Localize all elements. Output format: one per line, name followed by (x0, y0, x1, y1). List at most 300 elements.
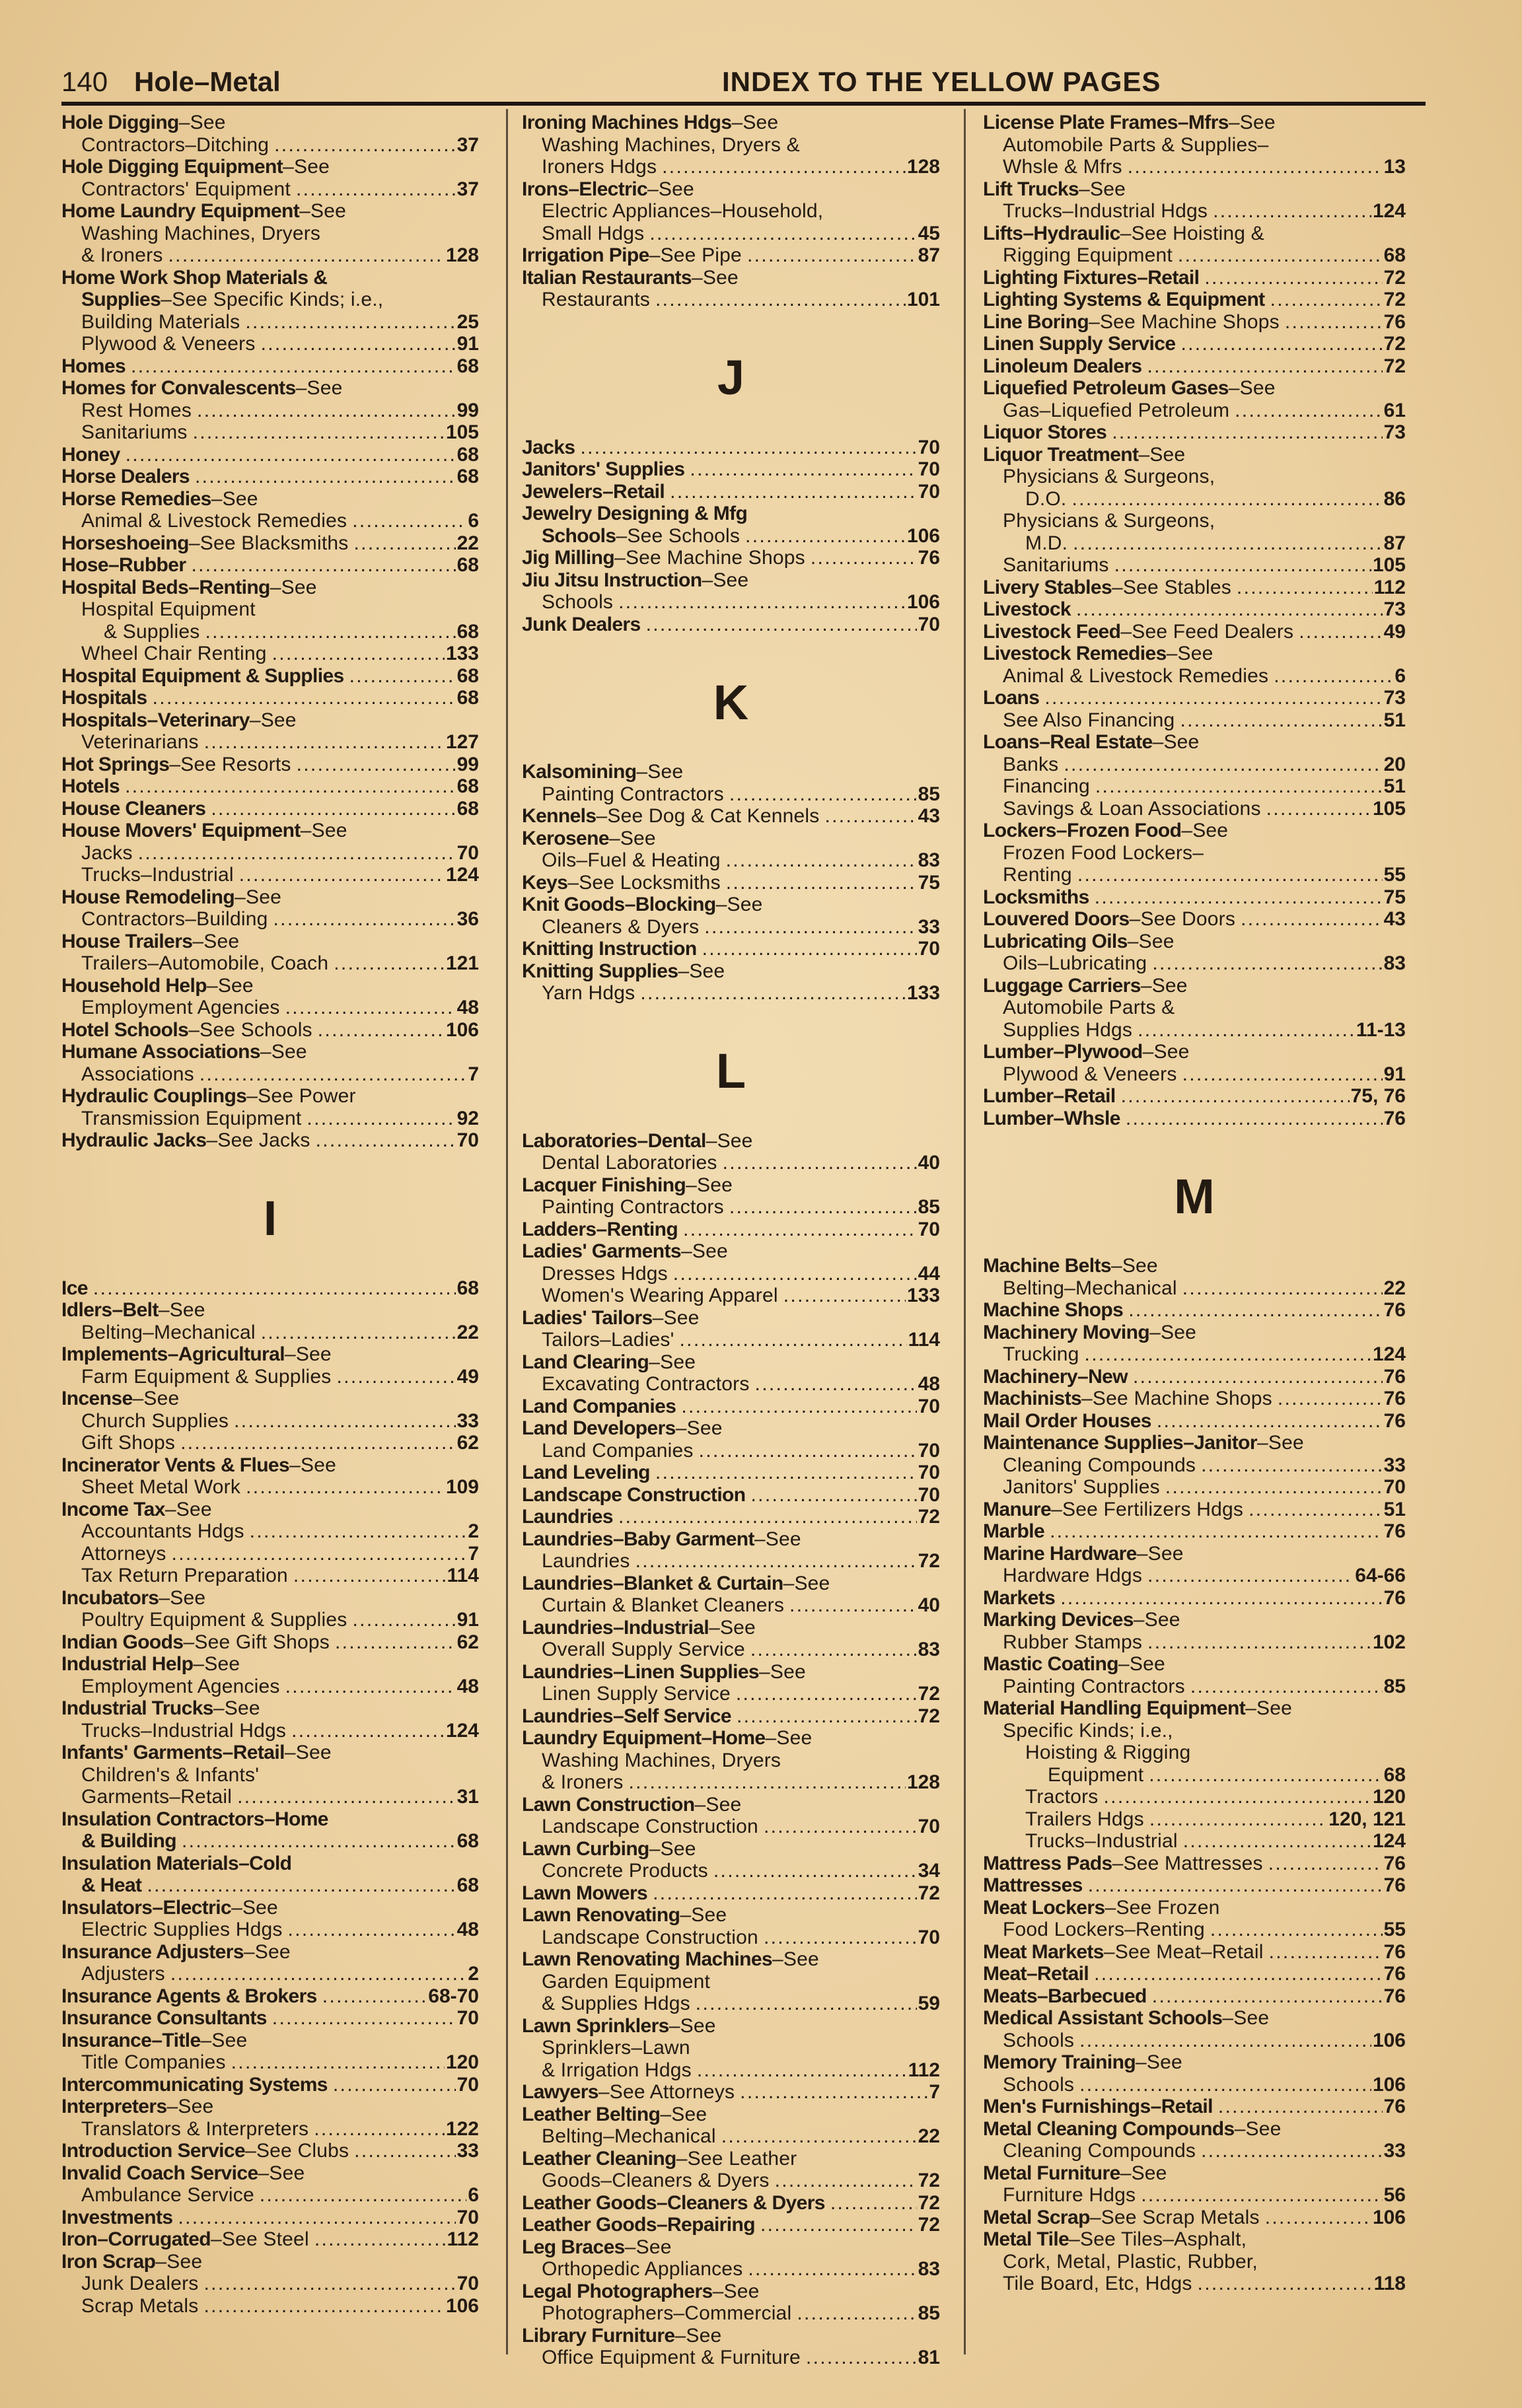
page-reference: 75, 76 (1350, 1085, 1406, 1107)
dot-leader (274, 134, 456, 157)
index-entry (61, 754, 479, 776)
index-subentry (61, 1609, 479, 1631)
index-entry (61, 1941, 479, 1964)
index-subentry (522, 1263, 940, 1285)
index-entry (61, 1343, 479, 1366)
index-subentry (61, 1720, 479, 1742)
entry-reference: –See (759, 1660, 806, 1683)
entry-heading: Introduction Service (61, 2140, 246, 2162)
index-subentry (61, 1565, 479, 1587)
dot-leader (747, 244, 917, 267)
entry-heading: Horse Dealers (61, 466, 190, 487)
entry-reference: Rest Homes (81, 399, 192, 421)
dot-leader (1077, 864, 1383, 886)
dot-leader (1076, 598, 1383, 621)
entry-reference: –See (702, 569, 749, 591)
dot-leader (1201, 2140, 1383, 2162)
dot-leader (178, 2207, 455, 2229)
entry-heading: Machine Shops (983, 1299, 1124, 1321)
page-reference: 76 (1383, 1985, 1406, 2007)
dot-leader (580, 437, 916, 459)
entry-heading: Ladies' Tailors (522, 1306, 653, 1329)
entry-reference: –See (772, 1948, 819, 1970)
index-subentry (522, 1285, 940, 1307)
page-reference: 72 (918, 2170, 940, 2191)
dot-leader (297, 754, 456, 776)
index-subentry (522, 1971, 940, 1993)
dot-leader (755, 1373, 917, 1396)
entry-reference: Automobile Parts & Supplies– (1003, 133, 1269, 156)
index-subentry (61, 997, 479, 1019)
dot-leader (353, 532, 455, 555)
dot-leader (333, 2074, 456, 2096)
entry-reference: Poultry Equipment & Supplies (81, 1609, 347, 1631)
page-reference: 120 (1372, 1786, 1406, 1808)
index-entry (522, 503, 940, 525)
index-entry (983, 289, 1406, 311)
entry-reference: –See Machine Shops (1089, 310, 1280, 333)
entry-reference: Savings & Loan Associations (1003, 797, 1261, 820)
entry-reference: Plywood & Veneers (1003, 1063, 1177, 1085)
page-reference: 70 (456, 2073, 479, 2096)
index-subentry (522, 1771, 940, 1794)
dot-leader (806, 2347, 917, 2369)
index-entry (522, 1506, 940, 1528)
dot-leader (131, 355, 456, 378)
index-subentry (983, 952, 1406, 975)
entry-heading: Lawn Sprinklers (522, 2014, 669, 2037)
entry-heading: Insurance Adjusters (61, 1940, 244, 1963)
index-subentry (61, 1764, 479, 1787)
entry-reference: Orthopedic Appliances (542, 2258, 743, 2280)
entry-reference: Sheet Metal Work (81, 1476, 241, 1498)
index-subentry (983, 2184, 1406, 2207)
page-reference: 48 (918, 1373, 940, 1395)
dot-leader (352, 510, 466, 532)
page-reference: 68 (456, 466, 479, 487)
entry-reference: Adjusters (81, 1963, 165, 1985)
entry-reference: –See (249, 709, 297, 731)
page-reference: 22 (456, 1321, 479, 1343)
entry-heading: Machinists (983, 1388, 1082, 1409)
index-entry (61, 1897, 479, 1919)
index-entry (983, 577, 1406, 599)
index-entry (983, 2051, 1406, 2074)
page-reference: 105 (1372, 797, 1406, 820)
page-reference: 72 (918, 1506, 940, 1528)
index-subentry (983, 1631, 1406, 1654)
index-entry (522, 267, 940, 289)
dot-leader (314, 2228, 446, 2251)
index-entry (983, 112, 1406, 134)
index-subentry (522, 1196, 940, 1219)
entry-reference: Electric Supplies Hdgs (81, 1919, 283, 1940)
entry-reference: Painting Contractors (542, 1196, 724, 1218)
entry-reference: Dresses Hdgs (542, 1262, 668, 1285)
index-entry (61, 1085, 479, 1108)
index-entry (983, 377, 1406, 400)
page-reference: 106 (1372, 2206, 1406, 2228)
dot-leader (640, 982, 906, 1005)
entry-heading: House Movers' Equipment (61, 820, 301, 841)
entry-reference: –See Locksmiths (567, 871, 721, 894)
entry-heading: Luggage Carriers (983, 974, 1141, 997)
dot-leader (797, 2302, 916, 2325)
page-reference: 87 (1383, 532, 1406, 554)
index-entry (522, 872, 940, 894)
index-subentry (61, 1676, 479, 1698)
index-entry (61, 377, 479, 400)
entry-reference: –See (1166, 643, 1214, 664)
dot-leader (1138, 1019, 1355, 1042)
dot-leader (655, 1462, 917, 1484)
page-reference: 76 (1383, 1409, 1406, 1432)
page-reference: 31 (456, 1786, 479, 1808)
entry-heading: Hydraulic Couplings (61, 1085, 247, 1107)
entry-heading: Horseshoeing (61, 532, 189, 554)
entry-heading: Laundries–Baby Garment (522, 1528, 754, 1550)
dot-leader (726, 849, 917, 872)
index-entry (522, 1528, 940, 1551)
dot-leader (293, 1565, 446, 1587)
dot-leader (1128, 156, 1383, 178)
page-reference: 70 (918, 1926, 940, 1948)
letter-heading: K (713, 674, 749, 730)
dot-leader (237, 1786, 456, 1808)
dot-leader (1182, 1063, 1383, 1086)
index-subentry (983, 532, 1406, 555)
index-entry (61, 2096, 479, 2118)
entry-heading: Iron–Corrugated (61, 2228, 211, 2250)
dot-leader (1104, 1786, 1371, 1808)
entry-reference: Tile Board, Etc, Hdgs (1003, 2273, 1192, 2294)
page-reference: 68 (456, 1874, 479, 1896)
entry-reference: Electric Appliances–Household, (542, 200, 824, 222)
index-entry (983, 886, 1406, 909)
dot-leader (751, 1484, 917, 1506)
index-subentry (61, 311, 479, 334)
page-reference: 40 (918, 1152, 940, 1174)
index-subentry (522, 1152, 940, 1174)
entry-reference: & Ironers (81, 244, 163, 266)
page-reference: 105 (1372, 554, 1406, 576)
index-entry (61, 687, 479, 709)
dot-leader (1114, 554, 1371, 577)
entry-heading: Machinery–New (983, 1365, 1128, 1388)
entry-heading: Intercommunicating Systems (61, 2073, 328, 2096)
entry-reference: –See (260, 1041, 307, 1063)
entry-heading: Mail Order Houses (983, 1409, 1151, 1432)
page-reference: 99 (456, 399, 479, 421)
entry-heading: Meat Lockers (983, 1896, 1105, 1919)
index-entry (522, 1417, 940, 1440)
entry-reference: Employment Agencies (81, 997, 280, 1018)
entry-heading: Medical Assistant Schools (983, 2007, 1223, 2029)
index-entry (522, 2015, 940, 2037)
page-reference: 70 (918, 436, 940, 458)
entry-reference: Banks (1003, 753, 1059, 775)
page-reference: 124 (1372, 200, 1406, 222)
index-subentry (983, 488, 1406, 511)
entry-reference: Garden Equipment (542, 1970, 711, 1993)
index-entry (983, 1520, 1406, 1543)
dot-leader (1249, 1499, 1383, 1521)
entry-reference: Gift Shops (81, 1432, 176, 1454)
dot-leader (1094, 1963, 1382, 1985)
dot-leader (680, 1329, 907, 1351)
entry-reference: –See Resorts (169, 753, 291, 775)
index-subentry (983, 2140, 1406, 2162)
page-reference: 72 (1383, 333, 1406, 355)
entry-heading: Liquor Treatment (983, 443, 1139, 466)
entry-reference: –See Leather (676, 2147, 797, 2170)
entry-reference: –See (1228, 112, 1276, 133)
index-entry (983, 621, 1406, 643)
index-subentry (522, 1550, 940, 1573)
entry-heading: Meat Markets (983, 1940, 1104, 1963)
entry-heading: Hospital Equipment & Supplies (61, 664, 344, 687)
index-subentry (983, 156, 1406, 178)
entry-heading: Linen Supply Service (983, 333, 1176, 355)
entry-heading: Land Clearing (522, 1351, 649, 1373)
page-reference: 76 (1383, 310, 1406, 333)
page-header (61, 65, 1426, 106)
page-reference: 72 (1383, 289, 1406, 310)
dot-leader (748, 2258, 916, 2281)
entry-reference: –See (783, 1572, 830, 1594)
entry-reference: Trailers Hdgs (1025, 1808, 1144, 1830)
entry-heading: Insurance Consultants (61, 2007, 267, 2029)
page-reference: 91 (1383, 1063, 1406, 1085)
entry-reference: Goods–Cleaners & Dyers (542, 2170, 770, 2191)
index-subentry (61, 1476, 479, 1499)
entry-heading: Supplies (81, 289, 161, 310)
dot-leader (1210, 1919, 1383, 1941)
dot-leader (1269, 1941, 1383, 1964)
index-entry (61, 1853, 479, 1875)
dot-leader (764, 1816, 917, 1838)
index-subentry (983, 1476, 1406, 1499)
entry-heading: Honey (61, 443, 120, 466)
page-reference: 118 (1373, 2273, 1406, 2294)
entry-reference: Belting–Mechanical (1003, 1277, 1177, 1299)
page-reference: 76 (1383, 1388, 1406, 1409)
dot-leader (760, 2214, 917, 2236)
page-reference: 76 (1383, 1365, 1406, 1388)
entry-reference: Garments–Retail (81, 1786, 233, 1808)
dot-leader (646, 614, 917, 636)
entry-reference: –See Mattresses (1112, 1852, 1263, 1874)
entry-heading: Hospitals–Veterinary (61, 709, 250, 731)
index-entry (61, 554, 479, 577)
page-reference: 76 (1383, 1299, 1406, 1321)
dot-leader (764, 1927, 917, 1949)
index-entry (61, 1454, 479, 1477)
entry-reference: –See (206, 974, 254, 997)
dot-leader (1085, 1343, 1371, 1366)
entry-reference: –See (258, 2162, 305, 2184)
page-reference: 22 (1383, 1277, 1406, 1299)
entry-reference: –See (1245, 1697, 1293, 1719)
page-reference: 91 (456, 333, 479, 355)
index-entry (61, 444, 479, 466)
page-reference: 68 (456, 355, 479, 377)
index-entry (61, 1631, 479, 1654)
dot-leader (197, 400, 456, 422)
entry-heading: Hole Digging (61, 112, 179, 133)
dot-leader (618, 1506, 917, 1528)
entry-heading: Lockers–Frozen Food (983, 820, 1182, 841)
index-subentry (522, 1594, 940, 1617)
dot-leader (1213, 200, 1371, 223)
page-reference: 33 (456, 2140, 479, 2162)
index-subentry (983, 1454, 1406, 1477)
index-subentry (61, 2051, 479, 2074)
entry-heading: Laundry Equipment–Home (522, 1727, 766, 1749)
index-entry (522, 1484, 940, 1506)
entry-reference: –See (159, 1586, 206, 1609)
index-subentry (61, 842, 479, 865)
dot-leader (147, 1874, 455, 1897)
index-subentry (983, 1764, 1406, 1787)
page-title: INDEX TO THE YELLOW PAGES (722, 66, 1161, 97)
index-subentry (61, 421, 479, 444)
index-subentry (61, 2118, 479, 2141)
index-subentry (61, 1108, 479, 1130)
page-reference: 43 (1383, 908, 1406, 930)
entry-reference: & Ironers (542, 1771, 624, 1793)
dot-leader (291, 1720, 445, 1742)
index-entry (522, 569, 940, 592)
entry-reference: –See (295, 377, 343, 399)
entry-reference: –See (1133, 1609, 1180, 1631)
index-entry (983, 1388, 1406, 1410)
index-subentry (983, 1565, 1406, 1587)
entry-reference: –See (652, 1306, 700, 1329)
entry-heading: Livestock Remedies (983, 643, 1167, 664)
entry-heading: Lifts–Hydraulic (983, 222, 1120, 244)
entry-heading: Livery Stables (983, 576, 1112, 598)
index-subentry (983, 1720, 1406, 1742)
entry-reference: –See (1138, 443, 1186, 466)
index-subentry (983, 1919, 1406, 1941)
dot-leader (704, 916, 916, 938)
entry-heading: Home Laundry Equipment (61, 200, 300, 222)
entry-reference: Photographers–Commercial (542, 2302, 792, 2324)
dot-leader (1121, 1085, 1350, 1108)
index-subentry (61, 510, 479, 532)
entry-heading: Livestock Feed (983, 620, 1121, 643)
dot-leader (1088, 1874, 1383, 1897)
page-reference: 70 (918, 480, 940, 503)
index-subentry (983, 200, 1406, 223)
page-reference: 20 (1383, 753, 1406, 775)
page-reference: 72 (918, 1705, 940, 1727)
entry-heading: Maintenance Supplies–Janitor (983, 1432, 1257, 1454)
index-entry (983, 267, 1406, 289)
dot-leader (316, 1129, 456, 1152)
entry-reference: Curtain & Blanket Cleaners (542, 1594, 785, 1616)
dot-leader (1147, 355, 1382, 378)
index-subentry (983, 864, 1406, 886)
page-reference: 70 (456, 2007, 479, 2029)
entry-heading: Land Companies (522, 1395, 676, 1417)
dot-leader (246, 1476, 445, 1499)
entry-reference: Belting–Mechanical (81, 1321, 256, 1343)
page-reference: 106 (906, 591, 940, 613)
entry-reference: Church Supplies (81, 1409, 229, 1432)
entry-reference: –See (636, 761, 684, 783)
index-subentry (522, 1639, 940, 1661)
index-entry (61, 1808, 479, 1831)
entry-heading: Linoleum Dealers (983, 355, 1142, 377)
dot-leader (681, 1396, 916, 1418)
dot-leader (1270, 289, 1383, 311)
page-reference: 85 (1383, 1675, 1406, 1697)
entry-reference: –See (675, 1417, 723, 1439)
entry-heading: Investments (61, 2206, 173, 2228)
dot-leader (1147, 1565, 1354, 1587)
entry-reference: Land Companies (542, 1439, 694, 1462)
dot-leader (138, 842, 456, 865)
page-reference: 7 (468, 1542, 479, 1565)
dot-leader (334, 952, 445, 975)
entry-reference: –See Schools (188, 1018, 312, 1041)
page-reference: 70 (456, 2206, 479, 2228)
page-reference: 70 (1383, 1476, 1406, 1498)
entry-heading: Laundries–Industrial (522, 1616, 709, 1639)
page-reference: 33 (1383, 1454, 1406, 1476)
page-reference: 133 (445, 643, 479, 664)
entry-heading: Lawn Renovating Machines (522, 1948, 772, 1970)
page-reference: 120, 121 (1328, 1808, 1406, 1830)
entry-reference: –See Attorneys (598, 2081, 735, 2103)
entry-heading: Hospital Beds–Renting (61, 576, 270, 598)
entry-heading: Humane Associations (61, 1041, 260, 1063)
dot-leader (736, 1683, 917, 1705)
page-reference: 59 (918, 1993, 940, 2014)
index-subentry (522, 2347, 940, 2369)
entry-heading: Metal Scrap (983, 2206, 1090, 2228)
entry-heading: Mastic Coating (983, 1653, 1118, 1675)
entry-heading: Locksmiths (983, 886, 1089, 908)
dot-leader (1095, 886, 1383, 909)
page-reference: 64-66 (1355, 1565, 1406, 1586)
index-entry (983, 1874, 1406, 1897)
entry-reference: & Supplies Hdgs (542, 1993, 690, 2014)
dot-leader (1152, 952, 1382, 975)
entry-heading: Insurance–Title (61, 2029, 201, 2051)
index-subentry (61, 864, 479, 886)
dot-leader (662, 156, 906, 178)
dot-leader (261, 1322, 456, 1344)
index-subentry (522, 1329, 940, 1351)
entry-heading: Material Handling Equipment (983, 1697, 1246, 1719)
page-reference: 76 (1383, 1940, 1406, 1963)
entry-reference: –See (200, 2029, 248, 2051)
entry-reference: Sanitariums (1003, 554, 1109, 576)
index-entry (983, 1299, 1406, 1322)
index-subentry (522, 591, 940, 614)
entry-reference: –See (649, 1837, 696, 1860)
entry-reference: Linen Supply Service (542, 1683, 731, 1705)
index-entry (983, 1085, 1406, 1108)
entry-reference: –See (270, 576, 317, 598)
page-reference: 124 (1372, 1830, 1406, 1852)
entry-reference: Supplies Hdgs (1003, 1018, 1133, 1041)
dot-leader (824, 805, 916, 828)
page-reference: 99 (456, 753, 479, 775)
